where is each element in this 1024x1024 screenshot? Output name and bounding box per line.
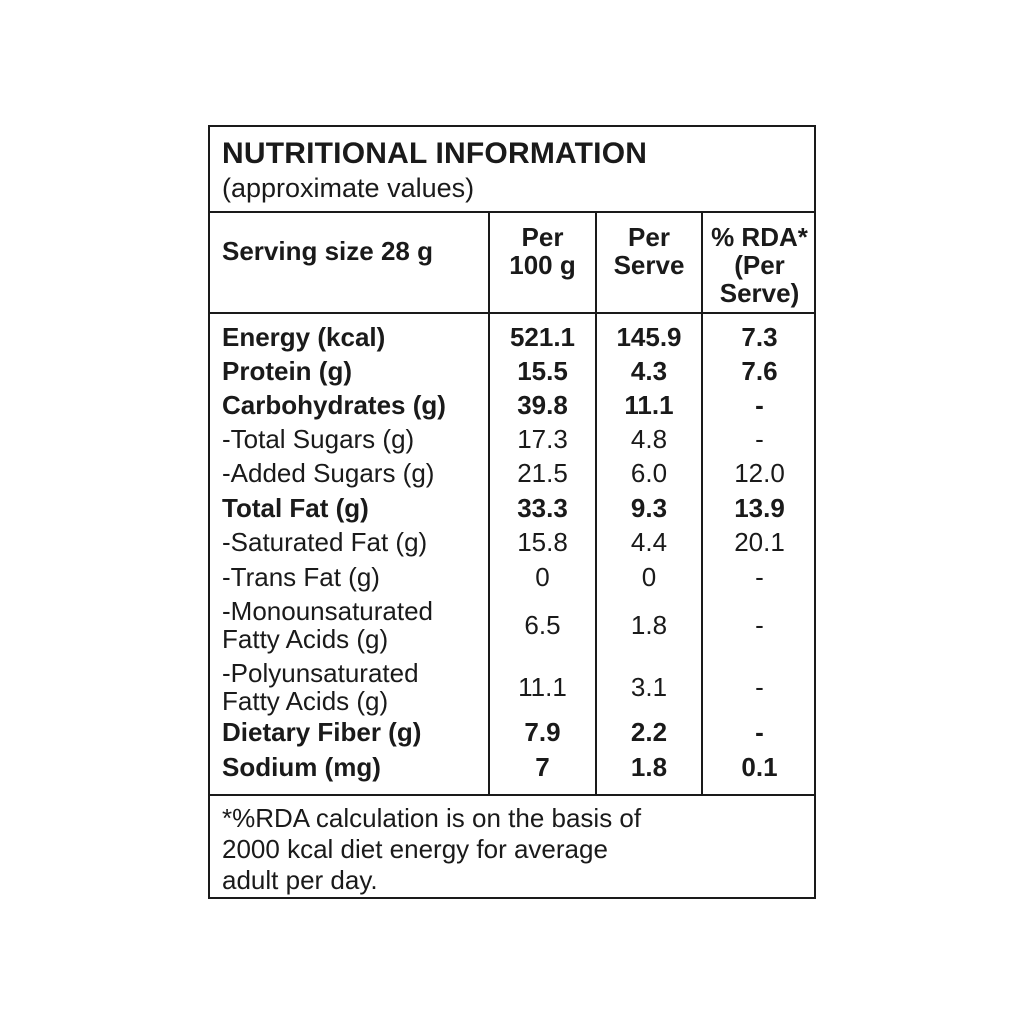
value-perServe: 145.9 (616, 322, 682, 352)
table-title: NUTRITIONAL INFORMATION (222, 137, 648, 170)
nutrient-label-line: -Total Sugars (g) (222, 424, 415, 454)
value-rda: - (755, 672, 764, 702)
per-100g-header (490, 223, 595, 279)
rda-header-line: % RDA* (711, 222, 808, 252)
value-perServe: 0 (641, 562, 657, 592)
value-per100: 39.8 (517, 390, 568, 420)
value-rda: 13.9 (734, 493, 785, 523)
value-perServe: 9.3 (630, 493, 668, 523)
title-block (210, 127, 814, 213)
rda-header-line: Serve) (719, 278, 800, 308)
value-per100: 7 (535, 752, 550, 782)
value-per100: 15.8 (517, 527, 568, 557)
rda-header (703, 223, 816, 307)
footnote-line: *%RDA calculation is on the basis of (222, 803, 642, 833)
value-perServe: 4.8 (630, 424, 668, 454)
nutrient-label-line: -Saturated Fat (g) (222, 527, 428, 557)
value-per100: 17.3 (517, 424, 568, 454)
value-rda: 12.0 (734, 458, 785, 488)
nutrient-label-line: Carbohydrates (g) (222, 390, 446, 420)
value-rda: 7.6 (741, 356, 778, 386)
footnote-line: adult per day. (222, 865, 378, 895)
nutrient-label-line: Protein (g) (222, 356, 352, 386)
value-per100: 7.9 (524, 717, 561, 747)
nutrient-label (222, 753, 381, 781)
value-per100: 6.5 (524, 610, 561, 640)
value-rda: - (755, 424, 764, 454)
value-rda: - (755, 562, 764, 592)
value-rda: 20.1 (734, 527, 785, 557)
nutrient-label (222, 528, 427, 556)
rda-header-line: (Per (734, 250, 785, 280)
per-serve-header (597, 223, 701, 279)
nutrient-label-line: Fatty Acids (g) (222, 686, 389, 716)
value-per100: 15.5 (517, 356, 568, 386)
nutrient-label (222, 391, 446, 419)
value-rda: - (755, 610, 764, 640)
nutrient-label-line: -Added Sugars (g) (222, 458, 435, 488)
value-rda: 7.3 (741, 322, 778, 352)
nutrient-label (222, 459, 434, 487)
value-perServe: 1.8 (630, 752, 668, 782)
nutrient-label-line: Fatty Acids (g) (222, 624, 389, 654)
nutrient-label-line: Sodium (mg) (222, 752, 381, 782)
nutrient-label-line: Total Fat (g) (222, 493, 369, 523)
nutrient-label (222, 323, 385, 351)
nutrient-label-line: -Polyunsaturated (222, 658, 419, 688)
nutrient-label (222, 597, 433, 653)
nutrient-label-line: -Monounsaturated (222, 596, 434, 626)
value-rda: - (755, 717, 764, 747)
value-rda: - (755, 390, 764, 420)
per-100g-header-line: 100 g (509, 250, 576, 280)
value-per100: 0 (535, 562, 550, 592)
nutrient-label (222, 425, 414, 453)
per-serve-header-line: Per (628, 222, 670, 252)
nutrient-label (222, 563, 380, 591)
value-per100: 33.3 (517, 493, 568, 523)
nutrient-label (222, 718, 421, 746)
rda-footnote (222, 803, 782, 896)
value-per100: 11.1 (518, 672, 567, 702)
nutrient-label (222, 357, 352, 385)
per-100g-header-line: Per (521, 222, 564, 252)
value-perServe: 11.1 (624, 390, 674, 420)
footnote-line: 2000 kcal diet energy for average (222, 834, 608, 864)
per-serve-header-line: Serve (613, 250, 685, 280)
value-perServe: 2.2 (630, 717, 668, 747)
nutrient-label (222, 659, 419, 715)
nutrient-label (222, 494, 369, 522)
nutrient-label-line: Dietary Fiber (g) (222, 717, 422, 747)
value-perServe: 3.1 (630, 672, 668, 702)
value-per100: 21.5 (517, 458, 568, 488)
value-perServe: 4.4 (630, 527, 668, 557)
value-perServe: 4.3 (630, 356, 668, 386)
footer-divider (210, 794, 814, 796)
header-divider (210, 312, 814, 314)
value-perServe: 6.0 (630, 458, 668, 488)
value-perServe: 1.8 (630, 610, 668, 640)
value-rda: 0.1 (741, 752, 778, 782)
nutrient-label-line: Energy (kcal) (222, 322, 386, 352)
nutrition-table (208, 125, 816, 899)
nutrient-label-line: -Trans Fat (g) (222, 562, 380, 592)
serving-size-header: Serving size 28 g (222, 236, 433, 266)
table-subtitle: (approximate values) (222, 173, 475, 203)
value-per100: 521.1 (509, 322, 576, 352)
